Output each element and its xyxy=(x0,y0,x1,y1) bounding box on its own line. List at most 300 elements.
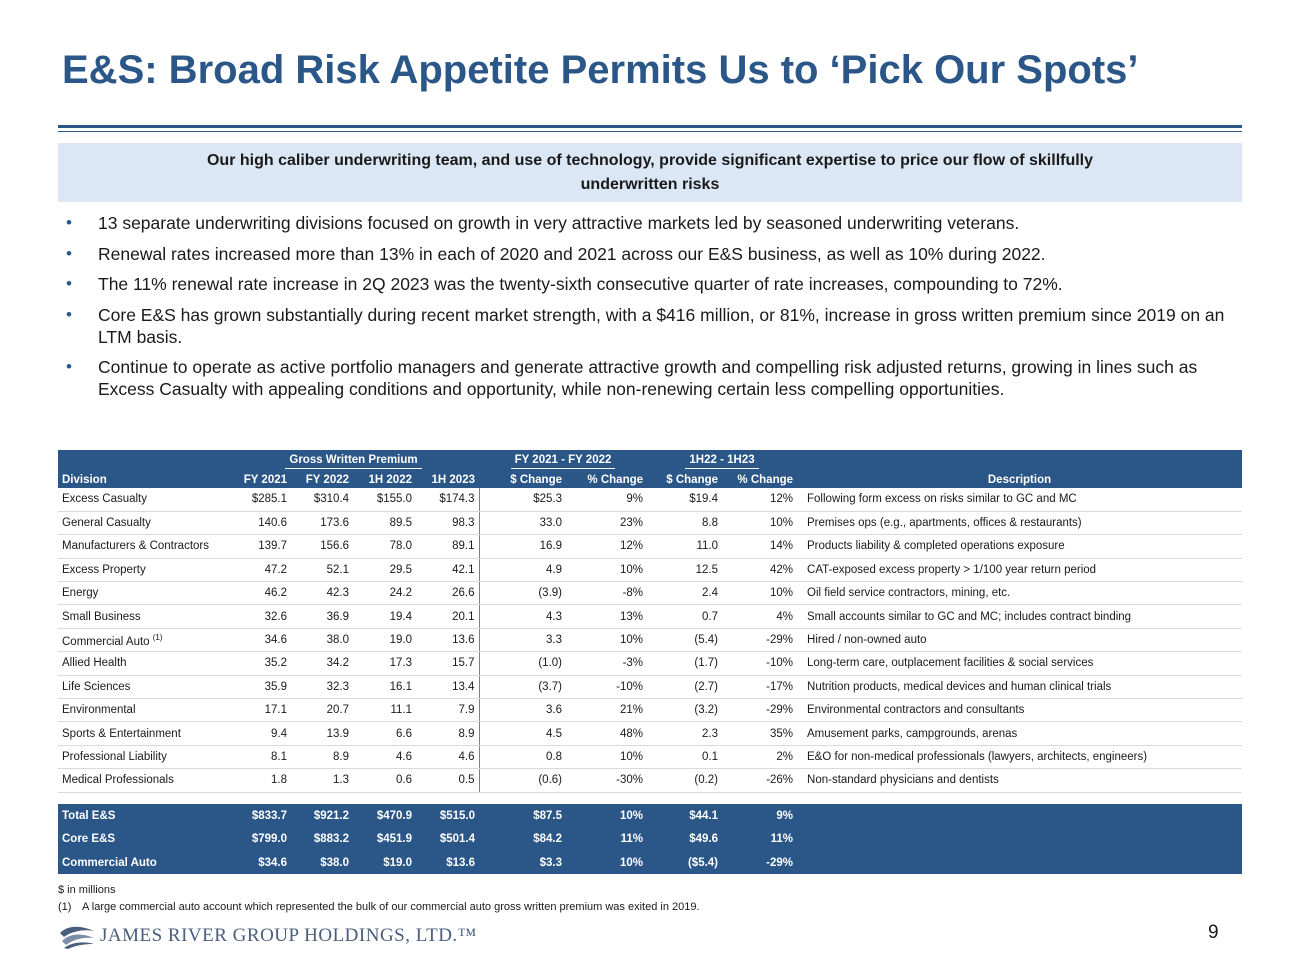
cell-text: 23% xyxy=(619,517,644,530)
cell-text: (3.7) xyxy=(538,680,562,693)
table-row xyxy=(58,769,1242,792)
units-note: $ in millions xyxy=(58,884,116,896)
cell-text: (1.7) xyxy=(694,657,719,670)
cell-text: -10% xyxy=(616,680,644,693)
cell-fy-dchg xyxy=(479,582,566,605)
cell-h-pchg xyxy=(722,582,797,605)
cell-h2022 xyxy=(353,511,416,534)
total-cell-h-dchg: $44.1 xyxy=(647,804,722,827)
cell-text: 2.4 xyxy=(702,587,719,600)
cell-text: 10% xyxy=(619,750,644,763)
bullet-list xyxy=(66,212,1236,409)
total-cell-fy2021: $34.6 xyxy=(228,851,291,874)
cell-h-pchg xyxy=(722,511,797,534)
cell-fy-pchg xyxy=(566,652,647,675)
cell-text: 8.9 xyxy=(458,727,475,740)
cell-text: 89.1 xyxy=(452,540,475,553)
col-header-1h-pct-change: % Change xyxy=(722,469,797,488)
cell-desc xyxy=(797,745,1242,768)
total-cell-h2023: $501.4 xyxy=(416,827,479,850)
cell-fy-pchg xyxy=(566,675,647,698)
col-header-description: Description xyxy=(797,469,1242,488)
cell-text: 4.5 xyxy=(546,727,562,740)
cell-h-pchg xyxy=(722,699,797,722)
total-cell-desc xyxy=(797,851,1242,874)
cell-h2023 xyxy=(416,628,479,651)
cell-text: CAT-exposed excess property > 1/100 year return period xyxy=(807,563,1097,576)
cell-h-dchg xyxy=(647,582,722,605)
cell-text: 2.3 xyxy=(702,727,719,740)
company-logo xyxy=(58,923,477,949)
cell-h2023 xyxy=(416,769,479,792)
total-cell-fy-pchg: 10% xyxy=(566,851,647,874)
cell-text: (1.0) xyxy=(538,657,562,670)
table-row xyxy=(58,488,1242,511)
cell-desc xyxy=(797,535,1242,558)
bullet-text: Continue to operate as active portfolio managers and generate attractive growth and compelling risk adjusted returns, growing in lines such as Excess Casualty with appealing conditions and opportunity, while non-renewing certain less compelling opportunities. xyxy=(98,357,1198,399)
cell-text: Environmental contractors and consultants xyxy=(807,704,1025,717)
cell-text: -3% xyxy=(622,657,644,670)
total-cell-division: Core E&S xyxy=(58,827,228,850)
table-row xyxy=(58,628,1242,651)
cell-division xyxy=(58,535,228,558)
cell-division xyxy=(58,722,228,745)
cell-fy-dchg xyxy=(479,511,566,534)
total-cell-fy-pchg: 11% xyxy=(566,827,647,850)
cell-desc xyxy=(797,652,1242,675)
cell-text: Manufacturers & Contractors xyxy=(62,540,210,553)
total-row xyxy=(58,827,1242,850)
cell-fy-pchg xyxy=(566,582,647,605)
total-cell-fy2021: $799.0 xyxy=(228,827,291,850)
cell-text: 3.3 xyxy=(546,634,562,647)
cell-text: 35.9 xyxy=(264,680,287,693)
cell-text: 35.2 xyxy=(264,657,287,670)
group-header-gwp: Gross Written Premium xyxy=(228,450,479,469)
cell-division xyxy=(58,582,228,605)
cell-division xyxy=(58,675,228,698)
cell-text: 9.4 xyxy=(271,727,287,740)
cell-text: -30% xyxy=(616,774,644,787)
cell-text: 2% xyxy=(776,750,794,763)
cell-fy2021 xyxy=(228,605,291,628)
cell-text: (0.6) xyxy=(538,774,562,787)
cell-text: 8.8 xyxy=(702,517,719,530)
bullet-item xyxy=(66,212,1236,234)
cell-h-pchg xyxy=(722,722,797,745)
cell-text: 32.6 xyxy=(264,610,287,623)
cell-text: 10% xyxy=(619,563,644,576)
cell-h-pchg xyxy=(722,488,797,511)
total-cell-fy2022: $883.2 xyxy=(291,827,353,850)
cell-text: Medical Professionals xyxy=(62,774,174,787)
cell-text: 12% xyxy=(769,493,794,506)
title-divider-thin xyxy=(58,131,1242,132)
cell-text: 11.0 xyxy=(696,540,719,553)
table-row xyxy=(58,652,1242,675)
cell-fy2022 xyxy=(291,628,353,651)
cell-h-dchg xyxy=(647,652,722,675)
cell-desc xyxy=(797,558,1242,581)
col-header-fy-pct-change: % Change xyxy=(566,469,647,488)
cell-text: 42.3 xyxy=(326,587,349,600)
cell-text: Environmental xyxy=(62,704,136,717)
cell-text: 14% xyxy=(769,540,794,553)
cell-text: 0.7 xyxy=(702,610,719,623)
cell-text: 10% xyxy=(769,587,794,600)
cell-fy-dchg xyxy=(479,722,566,745)
cell-division xyxy=(58,605,228,628)
cell-desc xyxy=(797,582,1242,605)
table-body xyxy=(58,488,1242,792)
cell-fy-pchg xyxy=(566,769,647,792)
cell-text: 29.5 xyxy=(389,563,412,576)
cell-desc xyxy=(797,488,1242,511)
total-row xyxy=(58,851,1242,874)
cell-h-pchg xyxy=(722,745,797,768)
cell-text: 21% xyxy=(619,704,644,717)
cell-text: 4.6 xyxy=(396,750,412,763)
cell-h2023 xyxy=(416,699,479,722)
cell-h2022 xyxy=(353,488,416,511)
cell-text: 47.2 xyxy=(264,563,287,576)
cell-fy-pchg xyxy=(566,488,647,511)
col-header-fy2022: FY 2022 xyxy=(291,469,353,488)
cell-division xyxy=(58,699,228,722)
table-column-header-row xyxy=(58,469,1242,488)
cell-text: $25.3 xyxy=(533,493,562,506)
col-header-fy-dollar-change: $ Change xyxy=(479,469,566,488)
cell-h2023 xyxy=(416,582,479,605)
cell-text: 42.1 xyxy=(452,563,475,576)
cell-fy-pchg xyxy=(566,605,647,628)
cell-fy2022 xyxy=(291,745,353,768)
division-premium-table xyxy=(58,450,1242,874)
cell-fy-pchg xyxy=(566,745,647,768)
total-cell-h-pchg: 9% xyxy=(722,804,797,827)
cell-text: 8.1 xyxy=(271,750,287,763)
cell-h-dchg xyxy=(647,605,722,628)
cell-text: 26.6 xyxy=(452,587,475,600)
cell-text: $310.4 xyxy=(313,493,349,506)
cell-h-dchg xyxy=(647,699,722,722)
total-cell-h2022: $451.9 xyxy=(353,827,416,850)
bullet-item xyxy=(66,243,1236,265)
cell-text: 11.1 xyxy=(390,704,412,717)
cell-desc xyxy=(797,675,1242,698)
cell-division xyxy=(58,628,228,651)
table-row xyxy=(58,582,1242,605)
cell-text: 17.1 xyxy=(264,704,287,717)
cell-text: 34.6 xyxy=(264,634,287,647)
cell-fy2021 xyxy=(228,652,291,675)
cell-fy2022 xyxy=(291,488,353,511)
cell-h-dchg xyxy=(647,769,722,792)
cell-fy2021 xyxy=(228,558,291,581)
cell-text: 42% xyxy=(769,563,794,576)
total-cell-h2023: $13.6 xyxy=(416,851,479,874)
cell-text: 139.7 xyxy=(258,540,287,553)
cell-text: 0.6 xyxy=(396,774,412,787)
bullet-icon: • xyxy=(66,243,72,263)
cell-h2022 xyxy=(353,769,416,792)
cell-text: 38.0 xyxy=(326,634,349,647)
cell-h-dchg xyxy=(647,675,722,698)
table-row xyxy=(58,699,1242,722)
footnote-ref: (1) xyxy=(152,632,163,642)
cell-fy-dchg xyxy=(479,699,566,722)
bullet-text: 13 separate underwriting divisions focused on growth in very attractive markets led by seasoned underwriting veterans. xyxy=(98,213,1020,233)
cell-h-pchg xyxy=(722,652,797,675)
cell-h2022 xyxy=(353,722,416,745)
cell-text: Small Business xyxy=(62,610,141,623)
cell-text: 156.6 xyxy=(320,540,349,553)
cell-desc xyxy=(797,769,1242,792)
cell-text: 33.0 xyxy=(539,517,562,530)
cell-text: -29% xyxy=(766,704,794,717)
cell-fy-dchg xyxy=(479,628,566,651)
cell-h2022 xyxy=(353,558,416,581)
total-cell-fy2022: $38.0 xyxy=(291,851,353,874)
cell-fy2022 xyxy=(291,511,353,534)
cell-text: Non-standard physicians and dentists xyxy=(807,774,999,787)
bullet-text: Renewal rates increased more than 13% in each of 2020 and 2021 across our E&S business, as well as 10% during 2022. xyxy=(98,243,1046,264)
cell-h-pchg xyxy=(722,769,797,792)
cell-fy2022 xyxy=(291,652,353,675)
cell-desc xyxy=(797,628,1242,651)
cell-fy-pchg xyxy=(566,558,647,581)
cell-desc xyxy=(797,699,1242,722)
cell-h-pchg xyxy=(722,605,797,628)
cell-text: $285.1 xyxy=(251,493,287,506)
cell-h-dchg xyxy=(647,488,722,511)
cell-text: Following form excess on risks similar to GC and MC xyxy=(807,493,1077,506)
page-title: E&S: Broad Risk Appetite Permits Us to ‘Pick Our Spots’ xyxy=(62,48,1139,92)
cell-division xyxy=(58,769,228,792)
bullet-icon: • xyxy=(66,304,72,324)
cell-text: (5.4) xyxy=(694,634,719,647)
cell-text: 3.6 xyxy=(546,704,562,717)
cell-text: 0.8 xyxy=(546,750,562,763)
cell-text: Allied Health xyxy=(62,657,127,670)
total-cell-desc xyxy=(797,804,1242,827)
cell-h2023 xyxy=(416,722,479,745)
page-number: 9 xyxy=(1208,922,1219,943)
cell-h2023 xyxy=(416,745,479,768)
cell-fy-dchg xyxy=(479,605,566,628)
cell-text: $155.0 xyxy=(376,493,412,506)
cell-h2022 xyxy=(353,628,416,651)
bullet-item xyxy=(66,273,1236,295)
cell-text: 35% xyxy=(769,727,794,740)
total-cell-desc xyxy=(797,827,1242,850)
table-row xyxy=(58,511,1242,534)
cell-text: (3.2) xyxy=(694,704,719,717)
cell-text: Amusement parks, campgrounds, arenas xyxy=(807,727,1018,740)
cell-fy2022 xyxy=(291,769,353,792)
cell-text: 34.2 xyxy=(326,657,349,670)
cell-text: 4.3 xyxy=(546,610,562,623)
cell-text: (2.7) xyxy=(694,680,719,693)
cell-text: Small accounts similar to GC and MC; includes contract binding xyxy=(807,610,1132,623)
col-header-1h-dollar-change: $ Change xyxy=(647,469,722,488)
bullet-text: The 11% renewal rate increase in 2Q 2023 was the twenty-sixth consecutive quarter of rate increases, compounding to 72%. xyxy=(98,274,1063,294)
table-group-header-row xyxy=(58,450,1242,469)
bullet-icon: • xyxy=(66,357,72,376)
cell-text: 4.9 xyxy=(546,563,562,576)
table-row xyxy=(58,558,1242,581)
cell-text: 19.4 xyxy=(389,610,412,623)
cell-h2023 xyxy=(416,605,479,628)
cell-text: 17.3 xyxy=(389,657,412,670)
cell-text: 12.5 xyxy=(695,563,719,576)
cell-text: 10% xyxy=(619,634,644,647)
table-spacer xyxy=(58,792,1242,804)
cell-text: Professional Liability xyxy=(62,750,167,763)
cell-fy-pchg xyxy=(566,511,647,534)
cell-text: 13.4 xyxy=(452,680,475,693)
col-header-fy2021: FY 2021 xyxy=(228,469,291,488)
group-header-fy-change: FY 2021 - FY 2022 xyxy=(479,450,647,469)
cell-text: 12% xyxy=(619,540,644,553)
cell-h2022 xyxy=(353,535,416,558)
cell-text: 7.9 xyxy=(458,704,475,717)
table-row xyxy=(58,722,1242,745)
cell-h2023 xyxy=(416,511,479,534)
total-cell-h2023: $515.0 xyxy=(416,804,479,827)
total-cell-fy-pchg: 10% xyxy=(566,804,647,827)
cell-h-dchg xyxy=(647,722,722,745)
total-cell-h2022: $470.9 xyxy=(353,804,416,827)
cell-text: Products liability & completed operations exposure xyxy=(807,540,1065,553)
total-cell-h-dchg: $49.6 xyxy=(647,827,722,850)
cell-h2022 xyxy=(353,652,416,675)
cell-text: Hired / non-owned auto xyxy=(807,634,927,647)
cell-h-pchg xyxy=(722,558,797,581)
cell-fy2021 xyxy=(228,745,291,768)
cell-text: E&O for non-medical professionals (lawyers, architects, engineers) xyxy=(807,750,1148,763)
cell-text: -26% xyxy=(766,774,794,787)
cell-text: -17% xyxy=(766,680,794,693)
cell-h-dchg xyxy=(647,745,722,768)
cell-desc xyxy=(797,605,1242,628)
cell-fy-dchg xyxy=(479,535,566,558)
table-row xyxy=(58,605,1242,628)
cell-text: 1.3 xyxy=(333,774,349,787)
cell-h2023 xyxy=(416,488,479,511)
total-row xyxy=(58,804,1242,827)
total-cell-h2022: $19.0 xyxy=(353,851,416,874)
total-cell-fy-dchg: $3.3 xyxy=(479,851,566,874)
cell-h2022 xyxy=(353,745,416,768)
total-cell-h-pchg: -29% xyxy=(722,851,797,874)
cell-text: 52.1 xyxy=(326,563,349,576)
cell-h2022 xyxy=(353,605,416,628)
cell-h2023 xyxy=(416,535,479,558)
cell-h-pchg xyxy=(722,675,797,698)
cell-h-dchg xyxy=(647,511,722,534)
cell-text: 15.7 xyxy=(452,657,475,670)
cell-h2022 xyxy=(353,675,416,698)
cell-text: Premises ops (e.g., apartments, offices & restaurants) xyxy=(807,517,1082,530)
total-cell-fy-dchg: $84.2 xyxy=(479,827,566,850)
cell-desc xyxy=(797,511,1242,534)
total-cell-division: Total E&S xyxy=(58,804,228,827)
cell-text: 0.5 xyxy=(458,774,475,787)
cell-h2023 xyxy=(416,652,479,675)
cell-division xyxy=(58,558,228,581)
footnote-marker: (1) xyxy=(58,901,72,913)
cell-fy2022 xyxy=(291,605,353,628)
col-header-1h2023: 1H 2023 xyxy=(416,469,479,488)
cell-text: 20.7 xyxy=(326,704,349,717)
cell-text: 13% xyxy=(619,610,644,623)
cell-fy-dchg xyxy=(479,558,566,581)
cell-h-dchg xyxy=(647,558,722,581)
cell-h2023 xyxy=(416,675,479,698)
cell-text: 98.3 xyxy=(452,517,475,530)
table-row xyxy=(58,535,1242,558)
cell-fy-pchg xyxy=(566,628,647,651)
cell-text: -29% xyxy=(766,634,794,647)
total-cell-fy2022: $921.2 xyxy=(291,804,353,827)
cell-fy2021 xyxy=(228,488,291,511)
cell-h-pchg xyxy=(722,628,797,651)
cell-text: 78.0 xyxy=(389,540,412,553)
total-cell-h-dchg: ($5.4) xyxy=(647,851,722,874)
cell-text: General Casualty xyxy=(62,517,151,530)
table-totals xyxy=(58,792,1242,874)
cell-fy2022 xyxy=(291,582,353,605)
cell-fy-dchg xyxy=(479,488,566,511)
cell-fy-dchg xyxy=(479,652,566,675)
wave-swoosh-icon xyxy=(58,923,96,949)
total-cell-h-pchg: 11% xyxy=(722,827,797,850)
cell-text: 19.0 xyxy=(389,634,412,647)
cell-text: Energy xyxy=(62,587,99,600)
company-name: JAMES RIVER GROUP HOLDINGS, LTD.™ xyxy=(100,925,477,946)
cell-fy2021 xyxy=(228,511,291,534)
total-cell-fy-dchg: $87.5 xyxy=(479,804,566,827)
col-header-1h2022: 1H 2022 xyxy=(353,469,416,488)
cell-fy2022 xyxy=(291,722,353,745)
group-header-1h-change: 1H22 - 1H23 xyxy=(647,450,797,469)
cell-fy2021 xyxy=(228,769,291,792)
table-row xyxy=(58,675,1242,698)
cell-fy2021 xyxy=(228,699,291,722)
total-cell-fy2021: $833.7 xyxy=(228,804,291,827)
cell-fy2022 xyxy=(291,535,353,558)
bullet-icon: • xyxy=(66,274,72,293)
cell-text: 10% xyxy=(769,517,794,530)
cell-text: Oil field service contractors, mining, etc. xyxy=(807,587,1011,600)
bullet-item xyxy=(66,356,1236,400)
cell-text: 16.1 xyxy=(389,680,412,693)
cell-fy-pchg xyxy=(566,535,647,558)
cell-text: -10% xyxy=(766,657,794,670)
total-cell-division: Commercial Auto xyxy=(58,851,228,874)
cell-text: Nutrition products, medical devices and human clinical trials xyxy=(807,680,1112,693)
cell-h-dchg xyxy=(647,628,722,651)
bullet-text: Core E&S has grown substantially during recent market strength, with a $416 million, or 81%, increase in gross written premium since 2019 on an LTM basis. xyxy=(98,304,1225,347)
cell-fy2022 xyxy=(291,675,353,698)
cell-text: 0.1 xyxy=(702,750,719,763)
bullet-icon: • xyxy=(66,213,72,232)
cell-division xyxy=(58,745,228,768)
cell-h2022 xyxy=(353,582,416,605)
cell-desc xyxy=(797,722,1242,745)
table-row xyxy=(58,745,1242,768)
